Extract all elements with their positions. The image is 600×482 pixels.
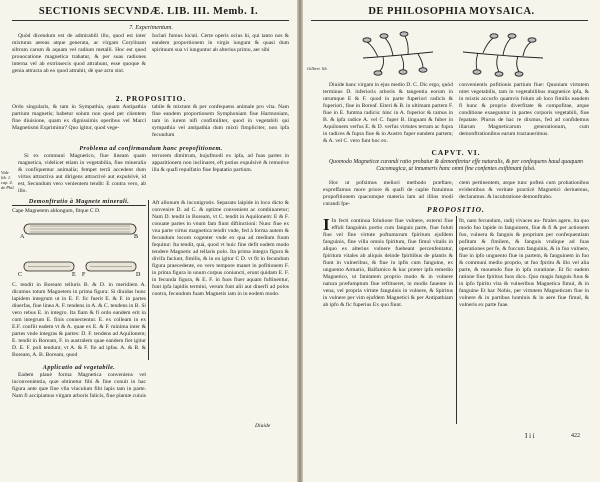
paragraph-3-side: terrorem dimitrum, hujufmodi ex ipfa, ad fuas partes in apparitionem non inclinaret, eft potius expulsivè & remotive illa & quafi repulfatio fiue fepatatio partium. xyxy=(152,153,289,173)
plant-sprig-illustration xyxy=(353,28,553,78)
problem-title: Problema ad confirmandum hanc propofitionem. xyxy=(79,145,223,152)
page-number: 422 xyxy=(571,433,580,439)
right-proposition-title: PROPOSITIO. xyxy=(427,205,485,214)
right-col-b2 xyxy=(459,180,589,203)
left-col-b5 xyxy=(152,366,289,368)
left-col-a2 xyxy=(12,104,146,134)
right-prop-block xyxy=(323,203,589,216)
fig2-label-e: E xyxy=(72,272,76,278)
right-column-divider xyxy=(456,216,457,424)
left-col-b3 xyxy=(152,153,289,176)
right-body-text: In fecti continua folutione fiue vulnere, externi fiue effuli fanguinis portio cum fanguis parte, fiue foluti fiue vel fine virtute poftumorum fpiritum ejufdem fanguinis, fine villa omnis fpiritum, fiue fimul vitalis in aliquo ex alterius vulnere fuebeant percenfentatur, fpiritum vitales ab aliquis deinde fpiritibus de plantis & fiunt in vulneribus, & fiue in ipfis cum fanguine, ex unguento Armario, Balfamico & hac præter ipfa remedio Magnetico, ut fanitatem proprio modo & in vulnere natura præfumptum fiue reftitueret, in modis fauente in vena, vel propria virtute fanguinis in vulnere, & Spiritus in vulnere per vim ejufdem Magnetici & per Antipathiam ab ipfo & fic fuperius Ex quo fiunt. xyxy=(323,218,453,308)
figure1-caption: Cape Magnetem ablongum, fitque C D. xyxy=(12,208,101,214)
margin-note: Vide lib. 1. cap. 4. de Phil. xyxy=(1,170,15,190)
magnet-figure-1 xyxy=(20,218,140,240)
header-rule xyxy=(12,20,289,21)
fig2-label-d: D xyxy=(136,272,141,278)
paragraph-4-left: C. tendit in Boream telluris B. & D. in meridiem A. dicamus totum Magnetem in prima figura: Si diuidas hunc lapidem integrum ut in E. F. fic fuerit E. & F. in partes diuerfas, fiue linea A. F. tendens in A. & C. tendens in B. Si vero rebus E. in integro. Ita fiam & fi ordo eandem erit in cum integrum E. finis connectentur. E. ex colleam in ex E.F. confiit eadem vt & A. quae ex E. & F. minima inter & partes vnde integras & partes: D. F. tendens ad Aquilonem; E. tendit in Boream, F. in australem quae eandem fiet igitur D. E. F. poli tendunt, vt A. & F. fin ad ipfas. A. & B. & Boream, A. B. Boream, quod xyxy=(12,282,146,358)
left-col-a1 xyxy=(12,33,146,77)
paragraph-1-side: Iuclari fumus locuti. Certe operis ocius hi, qui tanto nos & eandem proportionem in virgis iungunt & quasi dum spirituum sua vi iunguntur ab alterius primo, aer sibi xyxy=(152,33,289,53)
demonstration-title: Demonftratio à Magnete minerali. xyxy=(28,198,130,205)
paragraph-2-side: tabile & mixtum & per confequens animale pro vita. Nam fine eandem proportionem Symphoniam fiue Harmoniam, tam in iurem nifi confimiliter, quod in vegetabili qui sympathia vel antipathia dum mixti fimpliciter, non ipfa fecundum xyxy=(152,104,289,138)
drop-cap-i: I xyxy=(323,215,330,234)
right-header-rule xyxy=(311,20,588,21)
left-col-a4 xyxy=(12,282,146,361)
left-col-b1 xyxy=(152,33,289,56)
column-divider xyxy=(148,200,149,360)
left-col-a5 xyxy=(12,372,146,402)
left-col-a3 xyxy=(18,153,146,197)
right-col-a3 xyxy=(323,215,453,311)
application-title: Applicatio ad vegetabile. xyxy=(42,364,116,371)
left-col-b4 xyxy=(152,200,289,300)
figure1-caption-block xyxy=(12,208,146,215)
right-running-header: DE PHILOSOPHIA MOYSAICA. xyxy=(368,6,535,17)
paragraph-4-right: Aft allonum & inconigrotis. Separato laipide in loco dicto & convenire D. ad C. & optime convenient ac combinaretur; Nam D. tendit in Boream, vt C. tendit in Aquilonem: E & F. conuate partes in vnum fam fiunt diftinctioni: Nunc fiue ex vna parte virtus magnetica tendit vnde, fed à forma autem & fecundum locum cogenter vnde ex qua ad medium fuum fequitur: Ita tendit, quà, quod vt huic fine defit eadem modo tendere Magnetic ad tellaris polo. Ita prima integra figura & divifa faciunt, fimilis, & in ea igitur C D. vt fit in fecundum figura praecedente, eo vero tempore manet in pofitionem F. in prima figura in unum corpus coniuncti, erunt quidam E. F. in fecunda figura, & E. F. in fuos fiuer aquam fuftinentur, funt ipfa lapidis termini, verum funt alii aut diuerfi ad polos contra, fecundum fuam Magnetis iam in in eodem modo. xyxy=(152,200,289,297)
chapter-title: CAPVT. VI. xyxy=(431,148,481,157)
right-col-a1 xyxy=(323,82,453,147)
sprig-left xyxy=(363,32,433,75)
left-col-b2 xyxy=(152,104,289,141)
right-paragraph-body xyxy=(323,215,453,309)
right-col-b1 xyxy=(459,82,589,140)
paragraph-5: Eadem planè forma Magnetica conveniens vel inconvenientia, quæ obtinetur fibi & fine conuit in hac figura ante quæ fine vlla vinculum fibi lapis tam in parte. Nam fi accipiamus virgam arboris falicis, fiue plantæ cuiuis xyxy=(12,372,146,399)
right-page xyxy=(303,0,600,482)
demo-rule xyxy=(12,205,146,206)
fig2-label-f: F xyxy=(82,272,86,278)
intro-right: ctem pertinentem, atque tunc pofteà cum probationibus evidentibus & veritate practicè Magnetici deriuemus, declaramus. & lucubratione demonftrabo. xyxy=(459,180,589,200)
left-running-header: SECTIONIS SECVNDÆ. LIB. III. Memb. I. xyxy=(38,6,259,17)
chapter-block xyxy=(323,146,589,173)
paragraph-1: Quòd dicendum est de admirabili illo, quod est inter mixturas aereas atque generata, ac virgam Corylinam siltrum carum & aquam vel radium metalli. Hoc est quod prouocatione magnetica trahatur, & per suas radiones interna vel ab extrinsecis quod attrahunt, esse quoque & genia attracta ab eo quod attrahit, dè que actu sint. xyxy=(12,33,146,74)
sprig-right xyxy=(463,34,543,76)
fig1-label-a: A xyxy=(20,234,25,240)
fig2-label-c: C xyxy=(18,272,23,278)
left-top-block xyxy=(12,24,290,33)
intro-left: Hoc ut pofsimus meliori methodo præftare, expreffamus more priore & quafi de capite ftatuimus propofitionem quacumque materia lam ad illius modi curandi fpe- xyxy=(323,180,453,207)
paragraph-3: Si ex communi Magnetico, fiue lineam quam magnetica, videlicet etiam in vegetabilia, fiue mineralia & confiquemur animalia; fempet terrâ accedent dum virtus attractiva aut dirigens attractivè aut expulsivè, id est, Secundum vero venientem tendit: E contra vero, ab illo. xyxy=(18,153,146,194)
right-paragraph-body-side: fit, nam fecundum, radij vivaces au- ftrales agere, ita quo modo fuo lapide in fanguinem, fiue & fi & per actionem fuo, vulnera & fanguis & proprium per confequentiam pofitam & fimilem, & fanguis vndique ad fuas operationes per fe, & fuccum fanguinis, & in fuo vulnere, fiue in ipfo unguento fiue in partem, & fanguinem in fuo & communi medio proprio, ut fuo fpiritu & illo vel alia parte, & mouendo fiue in ipfa curatione. Et fic eadem ratione fiue fpiritus fuos dico. Quo magis fanguis fuus & in ipfo fpiritu vita & vulneribus Magnetica fimul, & in fanguine Et hac Nobis, per virtutem Magneticam fiue in vulnere & in partibus hominis & in aere fiue fimul, & vulneris ex parte fuae. xyxy=(459,218,589,308)
right-margin-note: Gilbert. lib. xyxy=(307,66,328,71)
catchword: Diuide xyxy=(255,423,271,429)
demo-block xyxy=(12,196,146,208)
paragraph-2: Ordo singularis, & tam in Sympathia, quam Antipathia partium magnetis; habetur solum non quod per clientem fine diuisione, quam ex dignissimis operibus vel Marci Magnetismi Exprimitur? Quo igitur, quod vege- xyxy=(12,104,146,131)
right-paragraph-1: Diuide hanc virgam in ejus medio D. C. Dic ergo, quòd terminus D. inferioris arboris & tangentia eorum in utrumque E & F. quod in parte fuperiori radicis & fuperiori, fiue in Boreaf. Eiteri & B. in ultimam partem F. fiue in E. fumma radicis: hinc in A. fuperior & ramus in B. & ipfa radice A. vel C. fuper B. linguam & fuber in Aquilonem verfus E. & D. verfus virtutes terram ac fupra in radices & fupra fiue & in Austro fuper eandem partem; & A. vel C. vero funt hoc ex. xyxy=(323,82,453,144)
fig1-label-b: B xyxy=(134,234,139,240)
proposition-title: 2. PROPOSITIO. xyxy=(115,94,187,103)
right-paragraph-1-side: convenientis pofitionis partium fiue: Quoniam virtutem nitet vegetabilis, tam in vegetabilibus magnetice ipfa, & in mixtis accurfo quamvis folum ab loco fimilis eandem fi hunc & proprio diverfitate & compofitae, atque conditione exaeguntur in partes corporis vegetabili, fiue fepatate. Plurus de hac re dixmus, fed ad confidemus illarum Magneticarum generationum, cum demonftrationibus earum tractauerimus. xyxy=(459,82,589,137)
chapter-subtitle: Quomodo Magneticæ curandi ratio probatur & demonftretur effe naturalis, & per confequens haud quaquam Cacomagica, ut innumeris hanc omni fine confentes exiftimant falsò. xyxy=(329,159,583,172)
magnet-figure-2 xyxy=(18,255,142,279)
signature-mark: I i i xyxy=(525,432,535,440)
experiment-title: 7. Experimentum. xyxy=(129,24,173,31)
right-col-b3 xyxy=(459,218,589,311)
left-page xyxy=(0,0,297,482)
